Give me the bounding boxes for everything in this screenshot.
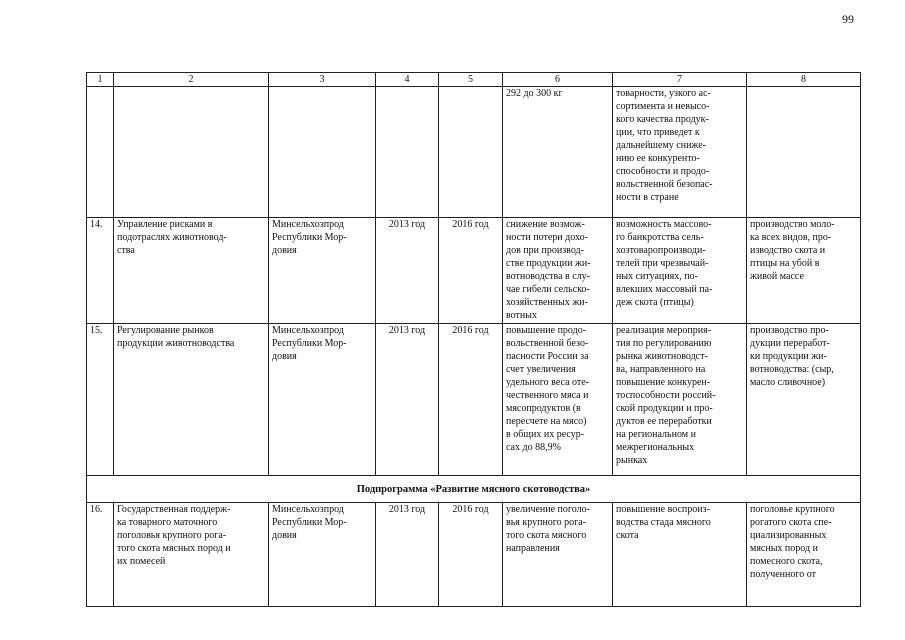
consequence: реализация мероприя- тия по регулированию рынка животноводст- ва, направленного на повышение конкурен- тоспособности россий- ской продукции и про- дуктов ее переработки на региональном и межрегиональных рынках bbox=[613, 324, 747, 476]
end-year: 2016 год bbox=[439, 218, 503, 324]
page-number: 99 bbox=[842, 12, 854, 26]
measure-name bbox=[114, 87, 269, 218]
end-year bbox=[439, 87, 503, 218]
col-header-1: 1 bbox=[87, 73, 114, 87]
expected-result: увеличение поголо- вья крупного рога- того скота мясного направления bbox=[503, 503, 613, 607]
table-row bbox=[87, 503, 861, 607]
col-header-5: 5 bbox=[439, 73, 503, 87]
table-row bbox=[87, 324, 861, 476]
column-number-row bbox=[87, 73, 861, 87]
col-header-2: 2 bbox=[114, 73, 269, 87]
subprogram-row bbox=[87, 476, 861, 503]
row-number: 14. bbox=[87, 218, 114, 324]
measure-name: Регулирование рынков продукции животноводства bbox=[114, 324, 269, 476]
col-header-8: 8 bbox=[747, 73, 861, 87]
expected-result: снижение возмож- ности потери дохо- дов при производ- стве продукции жи- вотноводства в слу- чае гибели сельско- хозяйственных жи- вотных bbox=[503, 218, 613, 324]
row-number bbox=[87, 87, 114, 218]
measure-name: Государственная поддерж- ка товарного маточного поголовья крупного рога- того скота мясных пород и их помесей bbox=[114, 503, 269, 607]
indicator: производство моло- ка всех видов, про- изводство скота и птицы на убой в живой массе bbox=[747, 218, 861, 324]
row-number: 15. bbox=[87, 324, 114, 476]
subprogram-title: Подпрограмма «Развитие мясного скотоводства» bbox=[87, 476, 861, 503]
consequence: возможность массово- го банкротства сель- хозтоваропроизводи- телей при чрезвычай- ных ситуациях, по- влекших массовый па- деж скота (птицы) bbox=[613, 218, 747, 324]
start-year: 2013 год bbox=[376, 503, 439, 607]
end-year: 2016 год bbox=[439, 324, 503, 476]
table-row bbox=[87, 218, 861, 324]
executor: Минсельхозпрод Республики Мор- довия bbox=[269, 503, 376, 607]
col-header-4: 4 bbox=[376, 73, 439, 87]
col-header-6: 6 bbox=[503, 73, 613, 87]
executor bbox=[269, 87, 376, 218]
row-number: 16. bbox=[87, 503, 114, 607]
expected-result: повышение продо- вольственной безо- пасности России за счет увеличения удельного веса оте- чественного мяса и мясопродуктов (в пересчете на мясо) в общих их ресур- сах до 88,9% bbox=[503, 324, 613, 476]
col-header-7: 7 bbox=[613, 73, 747, 87]
start-year: 2013 год bbox=[376, 324, 439, 476]
consequence: товарности, узкого ас- сортимента и невысо- кого качества продук- ции, что приведет к дальнейшему сниже- нию ее конкуренто- способности и продо- вольственной безопас- ности в стране bbox=[613, 87, 747, 218]
end-year: 2016 год bbox=[439, 503, 503, 607]
col-header-3: 3 bbox=[269, 73, 376, 87]
expected-result: 292 до 300 кг bbox=[503, 87, 613, 218]
measure-name: Управление рисками в подотраслях животновод- ства bbox=[114, 218, 269, 324]
executor: Минсельхозпрод Республики Мор- довия bbox=[269, 218, 376, 324]
consequence: повышение воспроиз- водства стада мясного скота bbox=[613, 503, 747, 607]
indicator: поголовье крупного рогатого скота спе- циализированных мясных пород и помесного скота, полученного от bbox=[747, 503, 861, 607]
executor: Минсельхозпрод Республики Мор- довия bbox=[269, 324, 376, 476]
indicator: производство про- дукции переработ- ки продукции жи- вотноводства: (сыр, масло сливочное) bbox=[747, 324, 861, 476]
measures-table bbox=[86, 72, 861, 607]
indicator bbox=[747, 87, 861, 218]
start-year bbox=[376, 87, 439, 218]
start-year: 2013 год bbox=[376, 218, 439, 324]
table-row bbox=[87, 87, 861, 218]
